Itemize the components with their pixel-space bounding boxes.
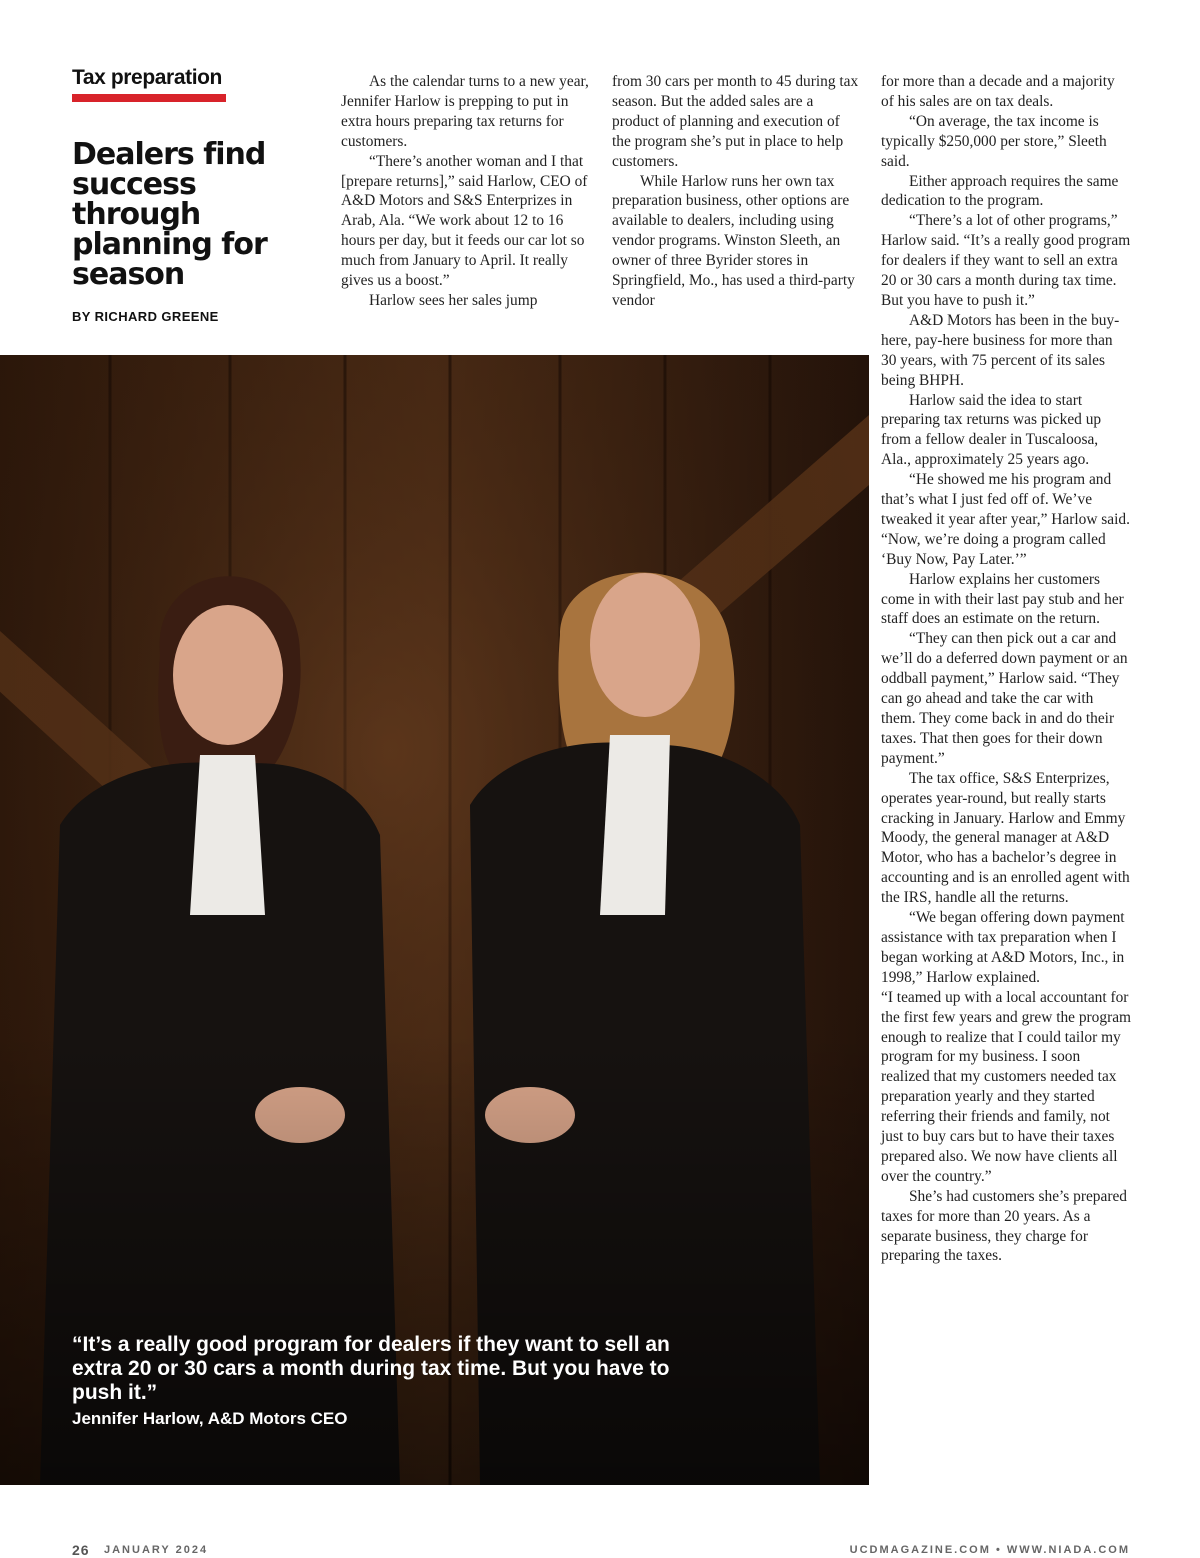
paragraph: As the calendar turns to a new year, Jennifer Harlow is prepping to put in extra hours preparing tax returns for customers. (341, 73, 589, 150)
article-headline: Dealers find success through planning for season (72, 137, 267, 292)
paragraph: The tax office, S&S Enterprizes, operates year-round, but really starts cracking in January. Harlow and Emmy Moody, the general manager at A&D Motor, who has a bachelor’s degree in accounting and is an enrolled agent with the IRS, handle all the returns. (881, 769, 1130, 907)
paragraph: “They can then pick out a car and we’ll do a deferred down payment or an oddball payment,” Harlow said. “They can go ahead and take the car with them. They come back in and do their taxes. That then goes for their down payment.” (881, 630, 1128, 767)
pull-quote-attribution: Jennifer Harlow, A&D Motors CEO (72, 1409, 348, 1428)
pull-quote: “It’s a really good program for dealers if they want to sell an extra 20 or 30 cars a month during tax time. But you have to push it.” (72, 1333, 670, 1404)
paragraph: A&D Motors has been in the buy-here, pay-here business for more than 30 years, with 75 percent of its sales being BHPH. (881, 311, 1120, 389)
paragraph: for more than a decade and a majority of his sales are on tax deals. (881, 73, 1115, 110)
photo-illustration (0, 355, 869, 1485)
paragraph: “He showed me his program and that’s what I just fed off of. We’ve tweaked it year after year,” Harlow said. “Now, we’re doing a program called ‘Buy Now, Pay Later.’” (881, 471, 1130, 568)
article-column-1 (341, 72, 589, 311)
footer-websites: UCDMAGAZINE.COM • WWW.NIADA.COM (849, 1544, 1130, 1556)
article-column-3 (881, 72, 1131, 1266)
paragraph: “On average, the tax income is typically $250,000 per store,” Sleeth said. (881, 112, 1107, 170)
byline: BY RICHARD GREENE (72, 309, 219, 324)
issue-date: JANUARY 2024 (104, 1544, 209, 1556)
paragraph: “We began offering down payment assistance with tax preparation when I began working at A&D Motors, Inc., in 1998,” Harlow explained. (881, 909, 1125, 986)
section-label: Tax preparation (72, 66, 222, 89)
paragraph: “There’s a lot of other programs,” Harlow said. “It’s a really good program for dealers if they want to sell an extra 20 or 30 cars a month during tax time. But you have to push it.” (881, 212, 1131, 309)
paragraph: Harlow sees her sales jump (369, 291, 538, 309)
section-accent-bar (72, 94, 226, 102)
paragraph: Harlow explains her customers come in with their last pay stub and her staff does an estimate on the return. (881, 570, 1124, 628)
paragraph: She’s had customers she’s prepared taxes for more than 20 years. As a separate business, they charge for preparing the taxes. (881, 1187, 1127, 1265)
article-column-2 (612, 72, 860, 311)
paragraph: Harlow said the idea to start preparing tax returns was picked up from a fellow dealer in Tuscaloosa, Ala., approximately 25 years ago. (881, 391, 1102, 469)
article-photo (0, 355, 869, 1485)
page-number: 26 (72, 1542, 90, 1558)
paragraph: “I teamed up with a local accountant for the first few years and grew the program enough to realize that I could tailor my program for my business. I soon realized that my customers needed tax preparation yearly and they started referring their friends and family, not just to buy cars but to have their taxes prepared also. We now have clients all over the country.” (881, 988, 1132, 1185)
paragraph: “There’s another woman and I that [prepare returns],” said Harlow, CEO of A&D Motors and S&S Enterprizes in Arab, Ala. “We work about 12 to 16 hours per day, but it feeds our car lot so much from January to April. It really gives us a boost.” (341, 152, 588, 290)
paragraph: Either approach requires the same dedication to the program. (881, 172, 1119, 210)
paragraph: from 30 cars per month to 45 during tax season. But the added sales are a product of planning and execution of the program she’s put in place to help customers. (612, 73, 859, 170)
paragraph: While Harlow runs her own tax preparation business, other options are available to dealers, including using vendor programs. Winston Sleeth, an owner of three Byrider stores in Springfield, Mo., has used a third-party vendor (612, 172, 855, 309)
